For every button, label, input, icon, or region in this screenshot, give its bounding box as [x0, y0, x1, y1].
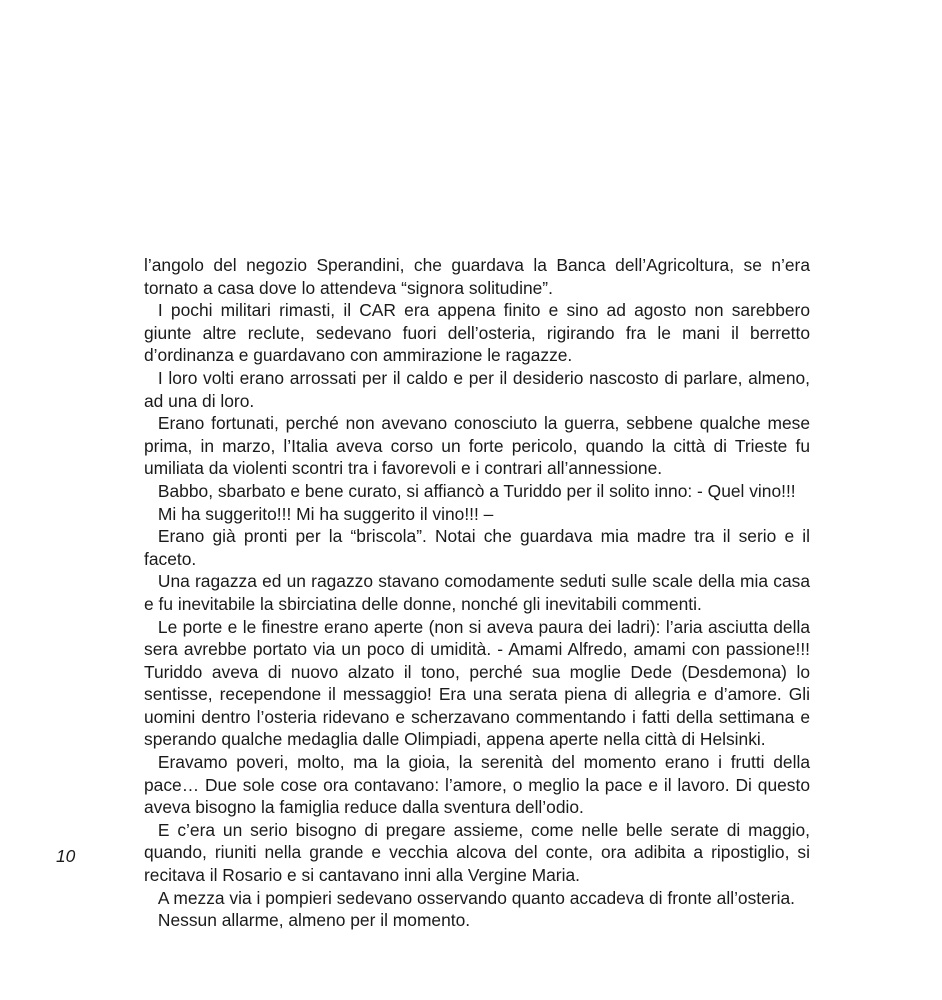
paragraph-7: Erano già pronti per la “briscola”. Notai che guardava mia madre tra il serio e il faceto.	[144, 526, 810, 569]
paragraph-6: Mi ha suggerito!!! Mi ha suggerito il vino!!! –	[157, 503, 494, 524]
body-text	[144, 254, 810, 932]
paragraph-10: Eravamo poveri, molto, ma la gioia, la serenità del momento erano i frutti della pace… Due sole cose ora contavano: l’amore, o meglio la pace e il lavoro. Di questo aveva bisogno la famiglia reduce dalla sventura dell’odio.	[144, 752, 810, 818]
paragraph-9: Le porte e le finestre erano aperte (non si aveva paura dei ladri): l’aria asciutta della sera avrebbe portato via un poco di umidità. - Amami Alfredo, amami con passione!!! Turiddo aveva di nuovo alzato il tono, perché sua moglie Dede (Desdemona) lo sentisse, recependone il messaggio! Era una serata piena di allegria e d’amore. Gli uomini dentro l’osteria ridevano e scherzavano commentando i fatti della settimana e sperando qualche medaglia dalle Olimpiadi, appena aperte nella città di Helsinki.	[144, 616, 810, 750]
paragraph-4: Erano fortunati, perché non avevano conosciuto la guerra, sebbene qualche mese prima, in marzo, l’Italia aveva corso un forte pericolo, quando la città di Trieste fu umiliata da violenti scontri tra i favorevoli e i contrari all’annessione.	[144, 413, 810, 479]
paragraph-12: A mezza via i pompieri sedevano osservando quanto accadeva di fronte all’osteria.	[157, 887, 795, 908]
page-number: 10	[56, 846, 76, 866]
paragraph-2: I pochi militari rimasti, il CAR era appena finito e sino ad agosto non sarebbero giunte altre reclute, sedevano fuori dell’osteria, rigirando fra le mani il berretto d’ordinanza e guardavano con ammirazione le ragazze.	[144, 300, 810, 366]
paragraph-5: Babbo, sbarbato e bene curato, si affiancò a Turiddo per il solito inno: - Quel vino!!!	[157, 480, 796, 501]
paragraph-8: Una ragazza ed un ragazzo stavano comodamente seduti sulle scale della mia casa e fu inevitabile la sbirciatina delle donne, nonché gli inevitabili commenti.	[144, 571, 810, 614]
paragraph-3: I loro volti erano arrossati per il caldo e per il desiderio nascosto di parlare, almeno, ad una di loro.	[144, 367, 810, 411]
paragraph-11: E c’era un serio bisogno di pregare assieme, come nelle belle serate di maggio, quando, riuniti nella grande e vecchia alcova del conte, ora adibita a ripostiglio, si recitava il Rosario e si cantavano inni alla Vergine Maria.	[144, 819, 810, 886]
paragraph-1: l’angolo del negozio Sperandini, che guardava la Banca dell’Agricoltura, se n’era tornato a casa dove lo attendeva “signora solitudine”.	[144, 255, 810, 298]
paragraph-13: Nessun allarme, almeno per il momento.	[157, 910, 471, 931]
